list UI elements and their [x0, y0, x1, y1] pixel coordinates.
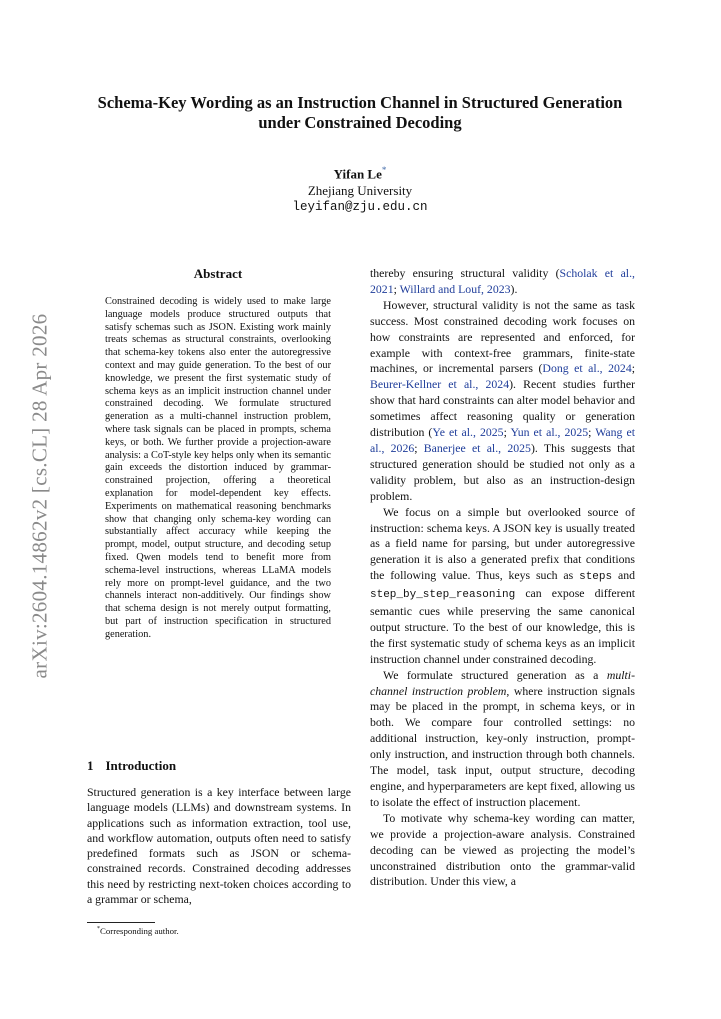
- citation-link[interactable]: Yun et al., 2025: [510, 425, 589, 440]
- footnote: [97, 926, 179, 936]
- arxiv-sidebar: [20, 296, 60, 696]
- citation-link[interactable]: Wang et al., 2026: [370, 425, 636, 455]
- section-number: 1: [87, 758, 94, 773]
- section-title: Introduction: [105, 758, 177, 773]
- citation-link[interactable]: Dong et al., 2024: [542, 361, 632, 376]
- schema-key-example: steps: [579, 571, 613, 584]
- footnote-text: Corresponding author.: [100, 926, 179, 936]
- citation-link[interactable]: Banerjee et al., 2025: [423, 440, 531, 455]
- abstract-text: Constrained decoding is widely used to make large language models produce structured outputs that satisfy schemas such as JSON. Existing work mainly treats schemas as structural constraints, overlooking that schema-key tokens also enter the autoregressive context and may guide generation. To the best of our knowledge, we present the first systematic study of schema keys as an implicit instruction channel under constrained decoding. We formulate structured generation as a multi-channel instruction problem, where task signals can be placed in prompts, schema keys, or both. We further provide a projection-aware analysis: a CoT-style key helps only when its semantic gain exceeds the distortion induced by grammar-constrained projection, offering a theoretical explanation for model-dependent key effects. Experiments on mathematical reasoning benchmarks show that changing only schema-key wording can substantially affect accuracy while keeping the prompt, model, output structure, and decoding setup fixed. Qwen models tend to benefit more from schema-level instructions, whereas LLaMA models rely more on prompt-level guidance, and the two channels interact non-additively. Our findings show that schema design is not merely output formatting, but part of instruction specification in structured generation.: [105, 296, 331, 640]
- right-column: [370, 266, 635, 890]
- author-name: Yifan Le: [333, 166, 382, 182]
- corresponding-marker[interactable]: *: [381, 165, 387, 175]
- footnote-marker: *: [97, 926, 100, 933]
- citation-link[interactable]: Willard and Louf, 2023: [399, 281, 511, 296]
- arxiv-identifier: arXiv:2604.14862v2 [cs.CL] 28 Apr 2026: [27, 313, 52, 679]
- citation-link[interactable]: Scholak et al., 2021: [370, 266, 635, 296]
- intro-paragraph: Structured generation is a key interface between large language models (LLMs) and downstream systems. In applications such as information extraction, tool use, and workflow automation, outputs often need to satisfy predefined formats such as JSON or schema-constrained records. Constrained decoding addresses this need by restricting next-token choices according to a grammar or schema,: [87, 785, 351, 907]
- author-affiliation: Zhejiang University: [307, 183, 413, 199]
- abstract-heading: Abstract: [193, 266, 243, 281]
- right-paragraph-5: To motivate why schema-key wording can matter, we provide a projection-aware analysis. Constrained decoding can be viewed as projecting the model’s unconstrained distribution onto the grammar-valid distribution. Under this view, a: [370, 810, 635, 889]
- citation-link[interactable]: Ye et al., 2025: [432, 425, 504, 440]
- right-paragraph-3: We focus on a simple but overlooked source of instruction: schema keys. A JSON key is usually treated as a field name for parsing, but under autoregressive generation it is also a generated prefix that conditions the following value. Thus, keys such as steps and step_by_step_reasoning can expose different semantic cues while preserving the same canonical output structure. To the best of our knowledge, this is the first systematic study of schema keys as an implicit instruction channel under constrained decoding.: [370, 504, 635, 666]
- section-heading: [87, 758, 176, 774]
- right-paragraph-4: We formulate structured generation as a multi-channel instruction problem, where instruction signals may be placed in the prompt, in schema keys, or in both. We compare four controlled settings: no additional instruction, key-only instruction, prompt-only instruction, and instruction through both channels. The model, task input, output structure, decoding engine, and hyperparameters are kept fixed, allowing us to isolate the effect of instruction placement.: [370, 667, 635, 809]
- footnote-rule: [87, 922, 155, 923]
- author-block: [160, 162, 560, 216]
- author-email: leyifan@zju.edu.cn: [292, 200, 428, 215]
- schema-key-example: step_by_step_reasoning: [370, 589, 516, 602]
- right-paragraph-2: However, structural validity is not the same as task success. Most constrained decoding work focuses on how constraints are represented and enforced, for example with context-free grammars, finite-state machines, or incremental parsers (Dong et al., 2024; Beurer-Kellner et al., 2024). Recent studies further show that hard constraints can alter model behavior and sometimes affect reasoning quality or generation distribution (Ye et al., 2025; Yun et al., 2025; Wang et al., 2026; Banerjee et al., 2025). This suggests that structured generation should be studied not only as a validity problem, but also as an instruction-design problem.: [370, 297, 636, 503]
- right-paragraph-1: thereby ensuring structural validity (Scholak et al., 2021; Willard and Louf, 2023).: [370, 266, 635, 296]
- title-line-2: under Constrained Decoding: [258, 113, 462, 132]
- emphasis: multi-channel instruction problem: [370, 667, 635, 698]
- title-line-1: Schema-Key Wording as an Instruction Channel in Structured Generation: [97, 93, 623, 112]
- citation-link[interactable]: Beurer-Kellner et al., 2024: [370, 377, 510, 392]
- paper-title: [60, 93, 660, 133]
